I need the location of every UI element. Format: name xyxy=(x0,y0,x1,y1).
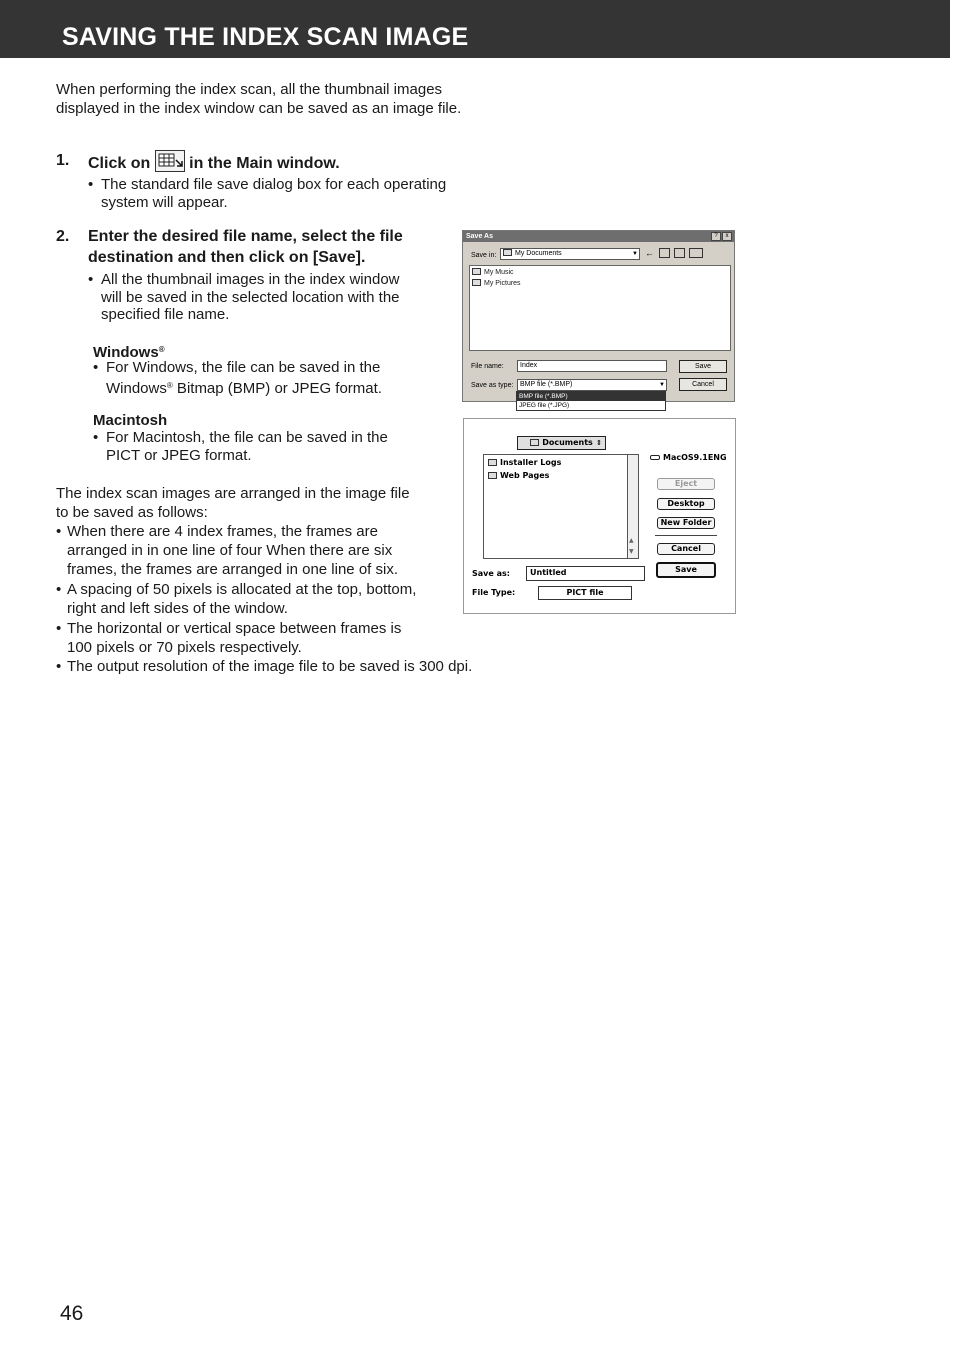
step-1-bullet: • The standard file save dialog box for each operating system will appear. xyxy=(88,176,447,211)
file-name-input[interactable]: Index xyxy=(517,360,667,372)
save-as-label: Save as: xyxy=(472,569,510,578)
file-type-label: File Type: xyxy=(472,588,516,597)
folder-icon xyxy=(530,439,539,446)
folder-icon xyxy=(503,249,512,256)
arrangement-intro: The index scan images are arranged in the image file to be saved as follows: xyxy=(56,485,410,521)
folder-icon xyxy=(472,279,481,286)
save-in-label: Save in: xyxy=(471,252,497,259)
scroll-down-icon[interactable]: ▼ xyxy=(629,548,634,555)
eject-button[interactable]: Eject xyxy=(657,478,715,490)
macintosh-bullet: • For Macintosh, the file can be saved in the PICT or JPEG format. xyxy=(93,429,388,464)
dropdown-option[interactable]: BMP file (*.BMP) xyxy=(517,392,665,401)
dropdown-arrow-icon: ▼ xyxy=(659,382,665,388)
windows-heading: Windows® xyxy=(93,344,165,361)
cancel-button[interactable]: Cancel xyxy=(657,543,715,555)
arrangement-list: • When there are 4 index frames, the frames are arranged in in one line of four When there are six frames, the frames are arranged in one line of six. • A spacing of 50 pixels is allocated at the top, bottom, right and left sides of the window. • The horizontal or vertical space between frames is 100 pixels or 70 pixels respectively. • The output resolution of the image file to be saved is 300 dpi. xyxy=(56,522,526,677)
windows-bullet: • For Windows, the file can be saved in the Windows® Bitmap (BMP) or JPEG format. xyxy=(93,359,382,397)
file-list[interactable] xyxy=(483,454,639,559)
desktop-button[interactable]: Desktop xyxy=(657,498,715,510)
list-item: The horizontal or vertical space between frames is 100 pixels or 70 pixels respectively. xyxy=(67,620,402,656)
help-button[interactable]: ? xyxy=(711,232,721,241)
folder-icon xyxy=(472,268,481,275)
page-title: SAVING THE INDEX SCAN IMAGE xyxy=(62,23,469,51)
folder-icon xyxy=(488,459,497,466)
volume-name: MacOS9.1ENG xyxy=(663,453,727,462)
mac-save-dialog xyxy=(463,418,736,614)
save-index-icon xyxy=(155,150,185,172)
dropdown-arrow-icon: ▼ xyxy=(632,251,638,257)
view-menu-icon[interactable] xyxy=(689,248,703,258)
list-item: When there are 4 index frames, the frames are arranged in in one line of four When there are six frames, the frames are arranged in one line of six. xyxy=(67,523,398,578)
windows-save-dialog xyxy=(462,230,735,402)
list-item[interactable]: My Pictures xyxy=(472,279,521,288)
save-in-select[interactable]: My Documents ▼ xyxy=(500,248,640,260)
new-folder-button[interactable]: New Folder xyxy=(657,517,715,529)
list-item: A spacing of 50 pixels is allocated at the top, bottom, right and left sides of the window. xyxy=(67,581,417,617)
list-item[interactable]: Installer Logs xyxy=(488,458,561,468)
back-icon[interactable]: ← xyxy=(645,248,654,258)
page-number: 46 xyxy=(60,1302,84,1325)
disk-icon xyxy=(650,455,660,460)
save-type-select[interactable]: BMP file (*.BMP) ▼ xyxy=(517,379,667,391)
save-button[interactable]: Save xyxy=(679,360,727,373)
macintosh-heading: Macintosh xyxy=(93,412,168,429)
folder-popup[interactable]: Documents ⇕ xyxy=(517,436,606,450)
cancel-button[interactable]: Cancel xyxy=(679,378,727,391)
list-item[interactable]: My Music xyxy=(472,268,514,277)
popup-arrows-icon: ⇕ xyxy=(596,439,602,447)
step-1: 1. Click on in the Main window. xyxy=(56,152,340,172)
scroll-up-icon[interactable]: ▲ xyxy=(629,537,634,544)
new-folder-icon[interactable] xyxy=(674,248,685,258)
intro-paragraph: When performing the index scan, all the thumbnail images displayed in the index window can be saved as an image file. xyxy=(56,81,462,117)
dropdown-option[interactable]: JPEG file (*.JPG) xyxy=(519,402,570,409)
step-2: 2. Enter the desired file name, select the file destination and then click on [Save]. xyxy=(56,228,403,266)
file-list[interactable] xyxy=(469,265,731,351)
save-type-label: Save as type: xyxy=(471,382,514,389)
save-button[interactable]: Save xyxy=(656,562,716,578)
list-item: The output resolution of the image file to be saved is 300 dpi. xyxy=(67,658,473,675)
file-name-label: File name: xyxy=(471,363,504,370)
scrollbar[interactable] xyxy=(627,455,638,558)
list-item[interactable]: Web Pages xyxy=(488,471,549,481)
file-type-select[interactable]: PICT file xyxy=(538,586,632,600)
divider xyxy=(655,535,717,536)
close-button[interactable]: x xyxy=(722,232,732,241)
page-header xyxy=(0,0,950,58)
folder-icon xyxy=(488,472,497,479)
step-2-bullet: • All the thumbnail images in the index window will be saved in the selected location with the specified file name. xyxy=(88,271,400,323)
up-folder-icon[interactable] xyxy=(659,248,670,258)
dialog-titlebar: Save As xyxy=(463,231,734,242)
save-as-input[interactable]: Untitled xyxy=(526,566,645,581)
save-type-dropdown-list[interactable] xyxy=(516,391,666,411)
